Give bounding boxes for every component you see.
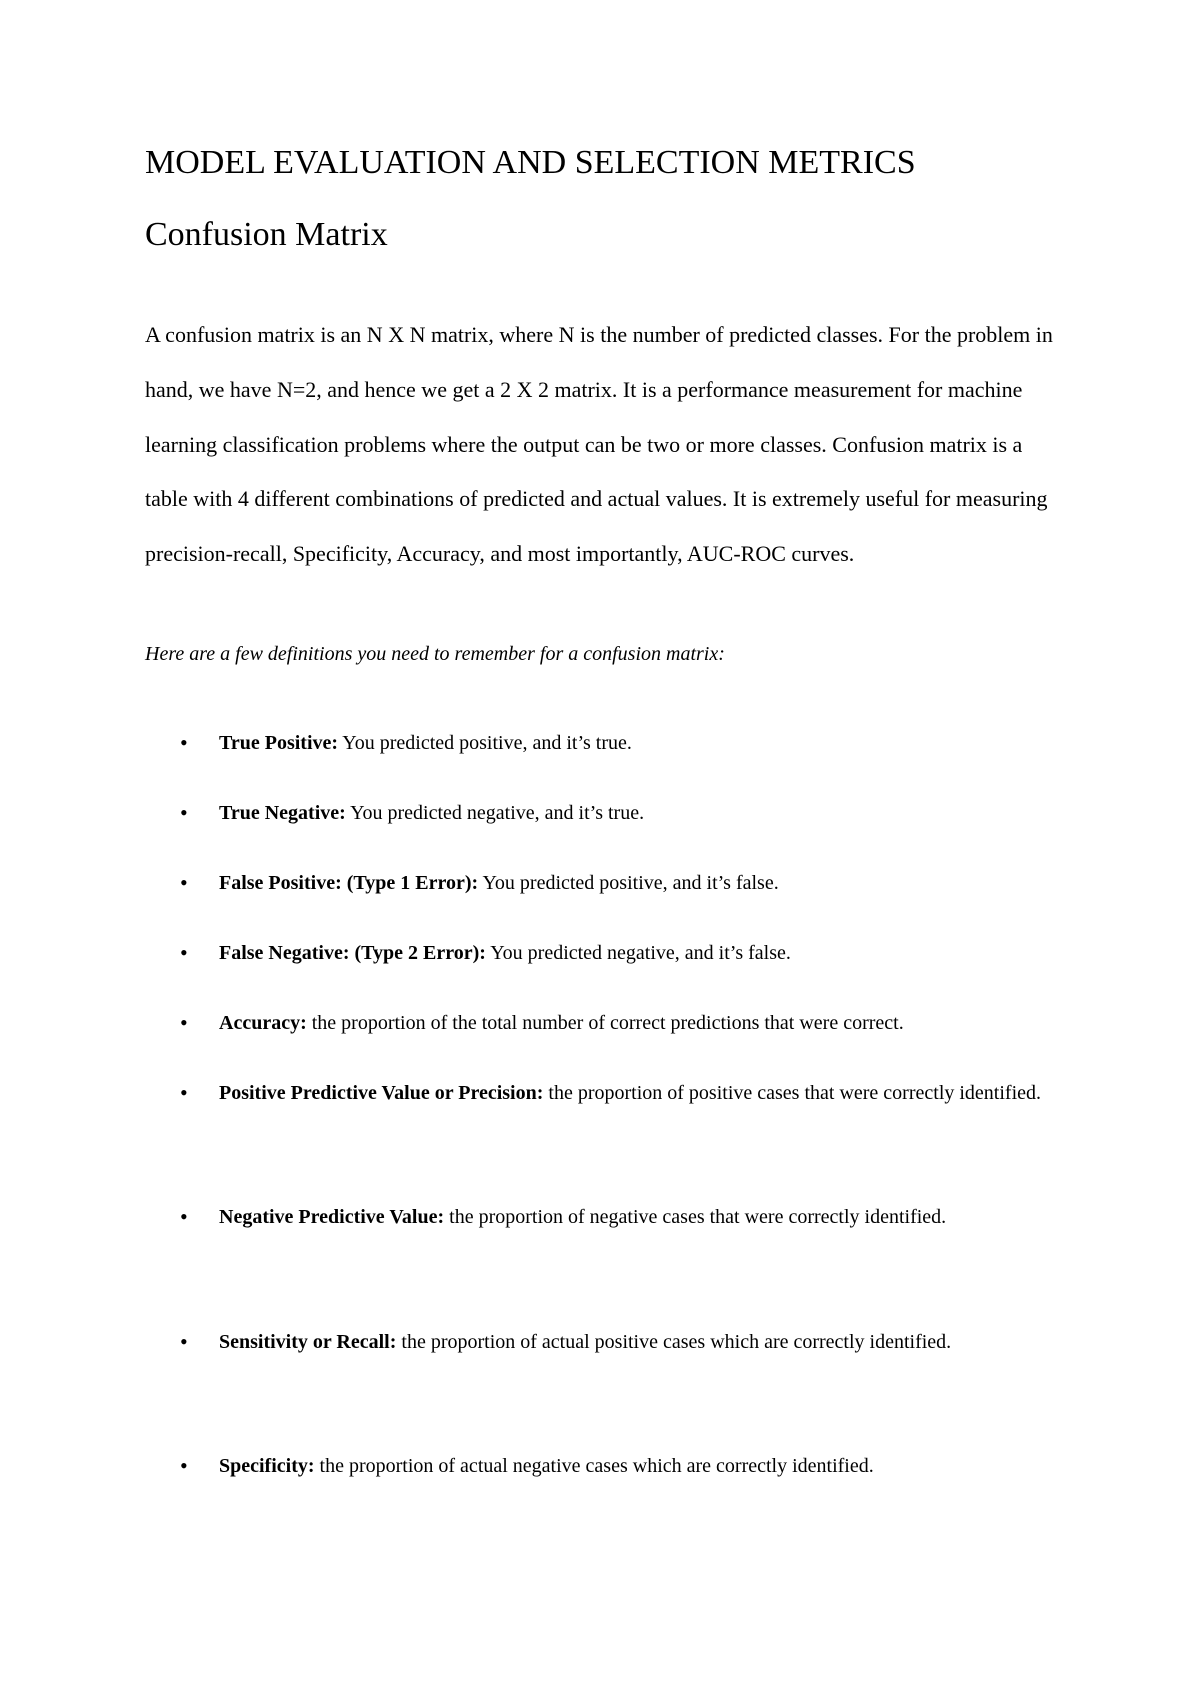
bullet-icon: • bbox=[180, 940, 188, 965]
definitions-intro: Here are a few definitions you need to remember for a confusion matrix: bbox=[145, 643, 725, 665]
definition-text bbox=[219, 1066, 1049, 1120]
definition-description: the proportion of negative cases that were correctly identified. bbox=[444, 1206, 947, 1228]
body-paragraph: A confusion matrix is an N X N matrix, where N is the number of predicted classes. For the problem in hand, we have N=2, and hence we get a 2 X 2 matrix. It is a performance measurement for machine learning classification problems where the output can be two or more classes. Confusion matrix is a table with 4 different combinations of predicted and actual values. It is extremely useful for measuring precision-recall, Specificity, Accuracy, and most importantly, AUC-ROC curves. bbox=[145, 322, 1053, 567]
bullet-icon: • bbox=[180, 800, 188, 825]
definition-term: False Negative: (Type 2 Error): bbox=[219, 942, 486, 964]
definition-term: True Negative: bbox=[219, 802, 346, 824]
definition-description: the proportion of positive cases that were correctly identified. bbox=[543, 1082, 1042, 1104]
definition-description: the proportion of actual positive cases which are correctly identified. bbox=[396, 1331, 952, 1353]
definition-description: You predicted positive, and it’s false. bbox=[478, 872, 779, 894]
definition-description: You predicted positive, and it’s true. bbox=[338, 732, 632, 754]
definition-text bbox=[219, 926, 1049, 980]
definition-text bbox=[219, 716, 1049, 770]
definition-text bbox=[219, 856, 1049, 910]
definition-description: You predicted negative, and it’s false. bbox=[485, 942, 791, 964]
definition-text bbox=[219, 786, 1049, 840]
bullet-icon: • bbox=[180, 1329, 188, 1354]
bullet-icon: • bbox=[180, 730, 188, 755]
definition-term: Positive Predictive Value or Precision: bbox=[219, 1082, 544, 1104]
definition-term: Accuracy: bbox=[219, 1012, 307, 1034]
definition-term: Sensitivity or Recall: bbox=[219, 1331, 397, 1353]
definition-description: You predicted negative, and it’s true. bbox=[345, 802, 645, 824]
definition-term: Negative Predictive Value: bbox=[219, 1206, 445, 1228]
bullet-icon: • bbox=[180, 870, 188, 895]
definition-description: the proportion of actual negative cases which are correctly identified. bbox=[314, 1455, 874, 1477]
definition-text bbox=[219, 1190, 1049, 1244]
definition-text bbox=[219, 996, 1049, 1050]
definition-term: Specificity: bbox=[219, 1455, 315, 1477]
definition-term: True Positive: bbox=[219, 732, 339, 754]
bullet-icon: • bbox=[180, 1080, 188, 1105]
bullet-icon: • bbox=[180, 1204, 188, 1229]
definition-term: False Positive: (Type 1 Error): bbox=[219, 872, 479, 894]
definition-text bbox=[219, 1439, 1049, 1493]
bullet-icon: • bbox=[180, 1453, 188, 1478]
section-heading: Confusion Matrix bbox=[145, 216, 388, 253]
definition-text bbox=[219, 1315, 1049, 1369]
bullet-icon: • bbox=[180, 1010, 188, 1035]
document-title: MODEL EVALUATION AND SELECTION METRICS bbox=[145, 144, 916, 181]
definition-description: the proportion of the total number of correct predictions that were correct. bbox=[306, 1012, 904, 1034]
